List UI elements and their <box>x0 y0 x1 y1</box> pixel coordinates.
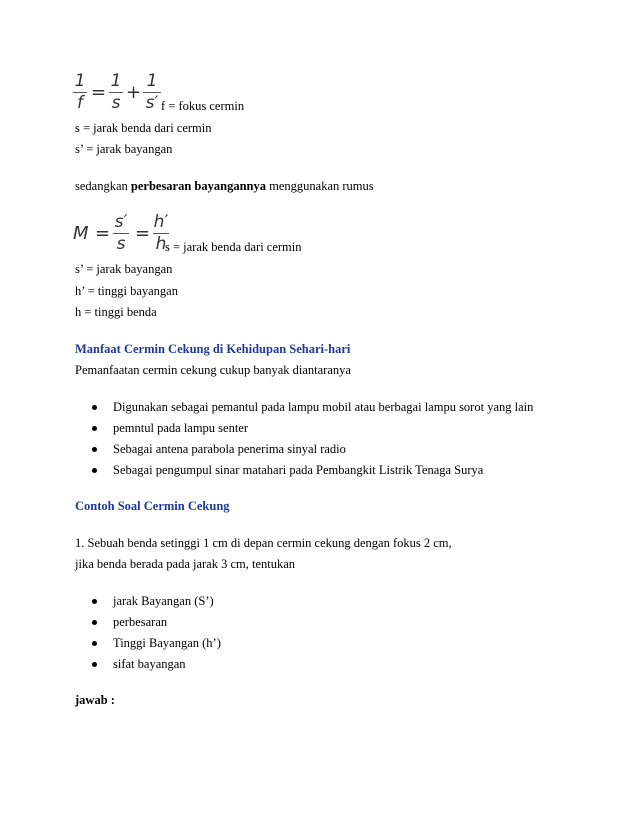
magnification-symbol: M <box>73 223 89 244</box>
numerator: 1 <box>146 71 158 91</box>
equals-sign: = <box>95 223 111 244</box>
bullet-icon <box>92 405 97 410</box>
formula-label: f = fokus cermin <box>161 99 245 113</box>
list-item <box>75 636 221 657</box>
answer-label-text: jawab : <box>75 693 115 707</box>
numerator: 1 <box>74 71 86 91</box>
list-item <box>75 463 533 484</box>
list-item-text: Tinggi Bayangan (h’) <box>113 636 221 650</box>
fraction-1-over-s <box>109 72 123 113</box>
fraction-1-over-s-prime <box>143 72 161 113</box>
denominator: s′ <box>145 93 159 113</box>
bullet-list <box>75 594 221 678</box>
list-item <box>75 421 533 442</box>
bullet-icon <box>92 662 97 667</box>
answer-label <box>75 693 115 708</box>
question-text: jika benda berada pada jarak 3 cm, tentukan <box>75 557 296 571</box>
section-heading: Manfaat Cermin Cekung di Kehidupan Sehari-hari <box>75 342 351 356</box>
intro-text: menggunakan rumus <box>266 179 374 193</box>
lens-formula <box>73 72 273 112</box>
fraction-1-over-f <box>73 72 87 113</box>
bullet-list <box>75 400 533 484</box>
bullet-icon <box>92 447 97 452</box>
text-line: s’ = jarak bayangan <box>75 262 173 276</box>
bullet-icon <box>92 620 97 625</box>
formula-label: s = jarak benda dari cermin <box>165 240 302 254</box>
equals-sign: = <box>91 82 107 103</box>
denominator: s <box>111 93 121 113</box>
numerator: h′ <box>153 212 169 232</box>
numerator: 1 <box>110 71 122 91</box>
question-text: 1. Sebuah benda setinggi 1 cm di depan cermin cekung dengan fokus 2 cm, <box>75 536 452 550</box>
bullet-icon <box>92 599 97 604</box>
text-line: h’ = tinggi bayangan <box>75 284 178 298</box>
text-line: h = tinggi benda <box>75 305 157 319</box>
magnification-formula <box>73 213 373 255</box>
list-item <box>75 657 221 678</box>
fraction-s-prime-over-s <box>113 213 129 254</box>
list-item <box>75 615 221 636</box>
bullet-icon <box>92 641 97 646</box>
intro-paragraph <box>75 179 374 194</box>
list-item <box>75 442 533 463</box>
section-intro: Pemanfaatan cermin cekung cukup banyak diantaranya <box>75 363 351 377</box>
list-item-text: perbesaran <box>113 615 168 629</box>
intro-bold-text: perbesaran bayangannya <box>130 179 266 193</box>
text-line: s’ = jarak bayangan <box>75 142 173 156</box>
list-item-text: Digunakan sebagai pemantul pada lampu mobil atau berbagai lampu sorot yang lain <box>113 400 534 414</box>
list-item-text: pemntul pada lampu senter <box>113 421 249 435</box>
plus-sign: + <box>126 82 142 103</box>
bullet-icon <box>92 426 97 431</box>
section-heading: Contoh Soal Cermin Cekung <box>75 499 230 513</box>
text-line: s = jarak benda dari cermin <box>75 121 212 135</box>
list-item <box>75 400 533 421</box>
numerator: s′ <box>114 212 128 232</box>
list-item-text: jarak Bayangan (S’) <box>113 594 214 608</box>
equals-sign: = <box>135 223 151 244</box>
denominator: f <box>77 93 83 113</box>
denominator: h <box>155 234 167 254</box>
list-item <box>75 594 221 615</box>
intro-text: sedangkan <box>75 179 131 193</box>
denominator: s <box>116 234 126 254</box>
list-item-text: Sebagai antena parabola penerima sinyal radio <box>113 442 346 456</box>
bullet-icon <box>92 468 97 473</box>
list-item-text: sifat bayangan <box>113 657 186 671</box>
list-item-text: Sebagai pengumpul sinar matahari pada Pembangkit Listrik Tenaga Surya <box>113 463 484 477</box>
